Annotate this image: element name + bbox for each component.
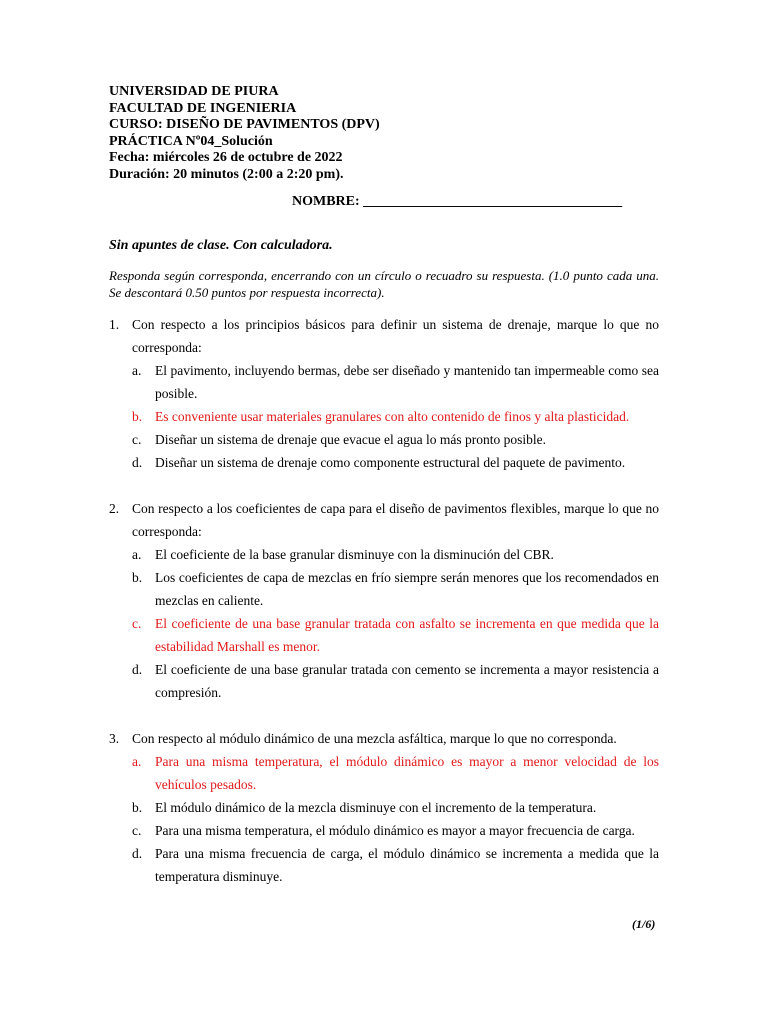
option-text: Diseñar un sistema de drenaje que evacue el agua lo más pronto posible. [155, 432, 546, 447]
option-text: Para una misma frecuencia de carga, el módulo dinámico se incrementa a medida que la temperatura disminuye. [155, 846, 659, 884]
question-line [109, 497, 659, 543]
option-letter: a. [132, 547, 142, 562]
question-text: Con respecto a los principios básicos para definir un sistema de drenaje, marque lo que no corresponda: [132, 317, 659, 355]
correct-answer-option [132, 750, 659, 796]
answer-option [132, 796, 659, 819]
answer-option [132, 819, 659, 842]
page-number: (1/6) [632, 917, 656, 931]
question-item [109, 497, 659, 704]
answer-option [132, 359, 659, 405]
question-text: Con respecto al módulo dinámico de una mezcla asfáltica, marque lo que no corresponda. [132, 731, 617, 746]
option-letter: c. [132, 432, 142, 447]
answer-option [132, 543, 659, 566]
question-line [109, 313, 659, 359]
option-letter: b. [132, 800, 143, 815]
option-letter: a. [132, 754, 142, 769]
question-item [109, 313, 659, 474]
question-number: 1. [109, 317, 120, 332]
option-text: El módulo dinámico de la mezcla disminuye con el incremento de la temperatura. [155, 800, 597, 815]
option-letter: c. [132, 823, 142, 838]
option-letter: c. [132, 616, 142, 631]
option-letter: b. [132, 570, 143, 585]
option-letter: d. [132, 455, 143, 470]
option-text: El coeficiente de la base granular disminuye con la disminución del CBR. [155, 547, 554, 562]
option-text: Para una misma temperatura, el módulo dinámico es mayor a menor velocidad de los vehículos pesados. [155, 754, 659, 792]
correct-answer-option [132, 405, 659, 428]
instructions-note: Responda según corresponda, encerrando con un círculo o recuadro su respuesta. (1.0 punto cada una. Se descontará 0.50 puntos por respuesta incorrecta). [109, 268, 659, 300]
question-list [109, 313, 659, 911]
option-text: Es conveniente usar materiales granulares con alto contenido de finos y alta plasticidad. [155, 409, 630, 424]
university-name: UNIVERSIDAD DE PIURA [109, 84, 279, 99]
option-text: Para una misma temperatura, el módulo dinámico es mayor a mayor frecuencia de carga. [155, 823, 635, 838]
exam-date: Fecha: miércoles 26 de octubre de 2022 [109, 150, 343, 165]
answer-option [132, 658, 659, 704]
option-text: Diseñar un sistema de drenaje como componente estructural del paquete de pavimento. [155, 455, 626, 470]
exam-notes [109, 238, 659, 301]
option-text: El pavimento, incluyendo bermas, debe ser diseñado y mantenido tan impermeable como sea posible. [155, 363, 659, 401]
option-text: El coeficiente de una base granular tratada con asfalto se incrementa en que medida que la estabilidad Marshall es menor. [155, 616, 659, 654]
question-number: 2. [109, 501, 120, 516]
name-field-line: NOMBRE: _____________________________________ [292, 194, 623, 209]
materials-note: Sin apuntes de clase. Con calculadora. [109, 238, 333, 253]
exam-header [109, 84, 380, 183]
question-line [109, 727, 659, 750]
course-name: CURSO: DISEÑO DE PAVIMENTOS (DPV) [109, 117, 380, 132]
option-letter: d. [132, 662, 143, 677]
answer-option [132, 566, 659, 612]
answer-option [132, 842, 659, 888]
answer-option [132, 428, 659, 451]
question-text: Con respecto a los coeficientes de capa para el diseño de pavimentos flexibles, marque lo que no corresponda: [132, 501, 659, 539]
answer-option [132, 451, 659, 474]
option-text: El coeficiente de una base granular tratada con cemento se incrementa a mayor resistencia a compresión. [155, 662, 659, 700]
option-text: Los coeficientes de capa de mezclas en frío siempre serán menores que los recomendados en mezclas en caliente. [155, 570, 659, 608]
option-letter: a. [132, 363, 142, 378]
question-item [109, 727, 659, 888]
option-letter: b. [132, 409, 143, 424]
practice-title: PRÁCTICA Nº04_Solución [109, 133, 273, 149]
exam-duration: Duración: 20 minutos (2:00 a 2:20 pm). [109, 166, 344, 182]
faculty-name: FACULTAD DE INGENIERIA [109, 100, 297, 116]
correct-answer-option [132, 612, 659, 658]
option-letter: d. [132, 846, 143, 861]
question-number: 3. [109, 731, 120, 746]
